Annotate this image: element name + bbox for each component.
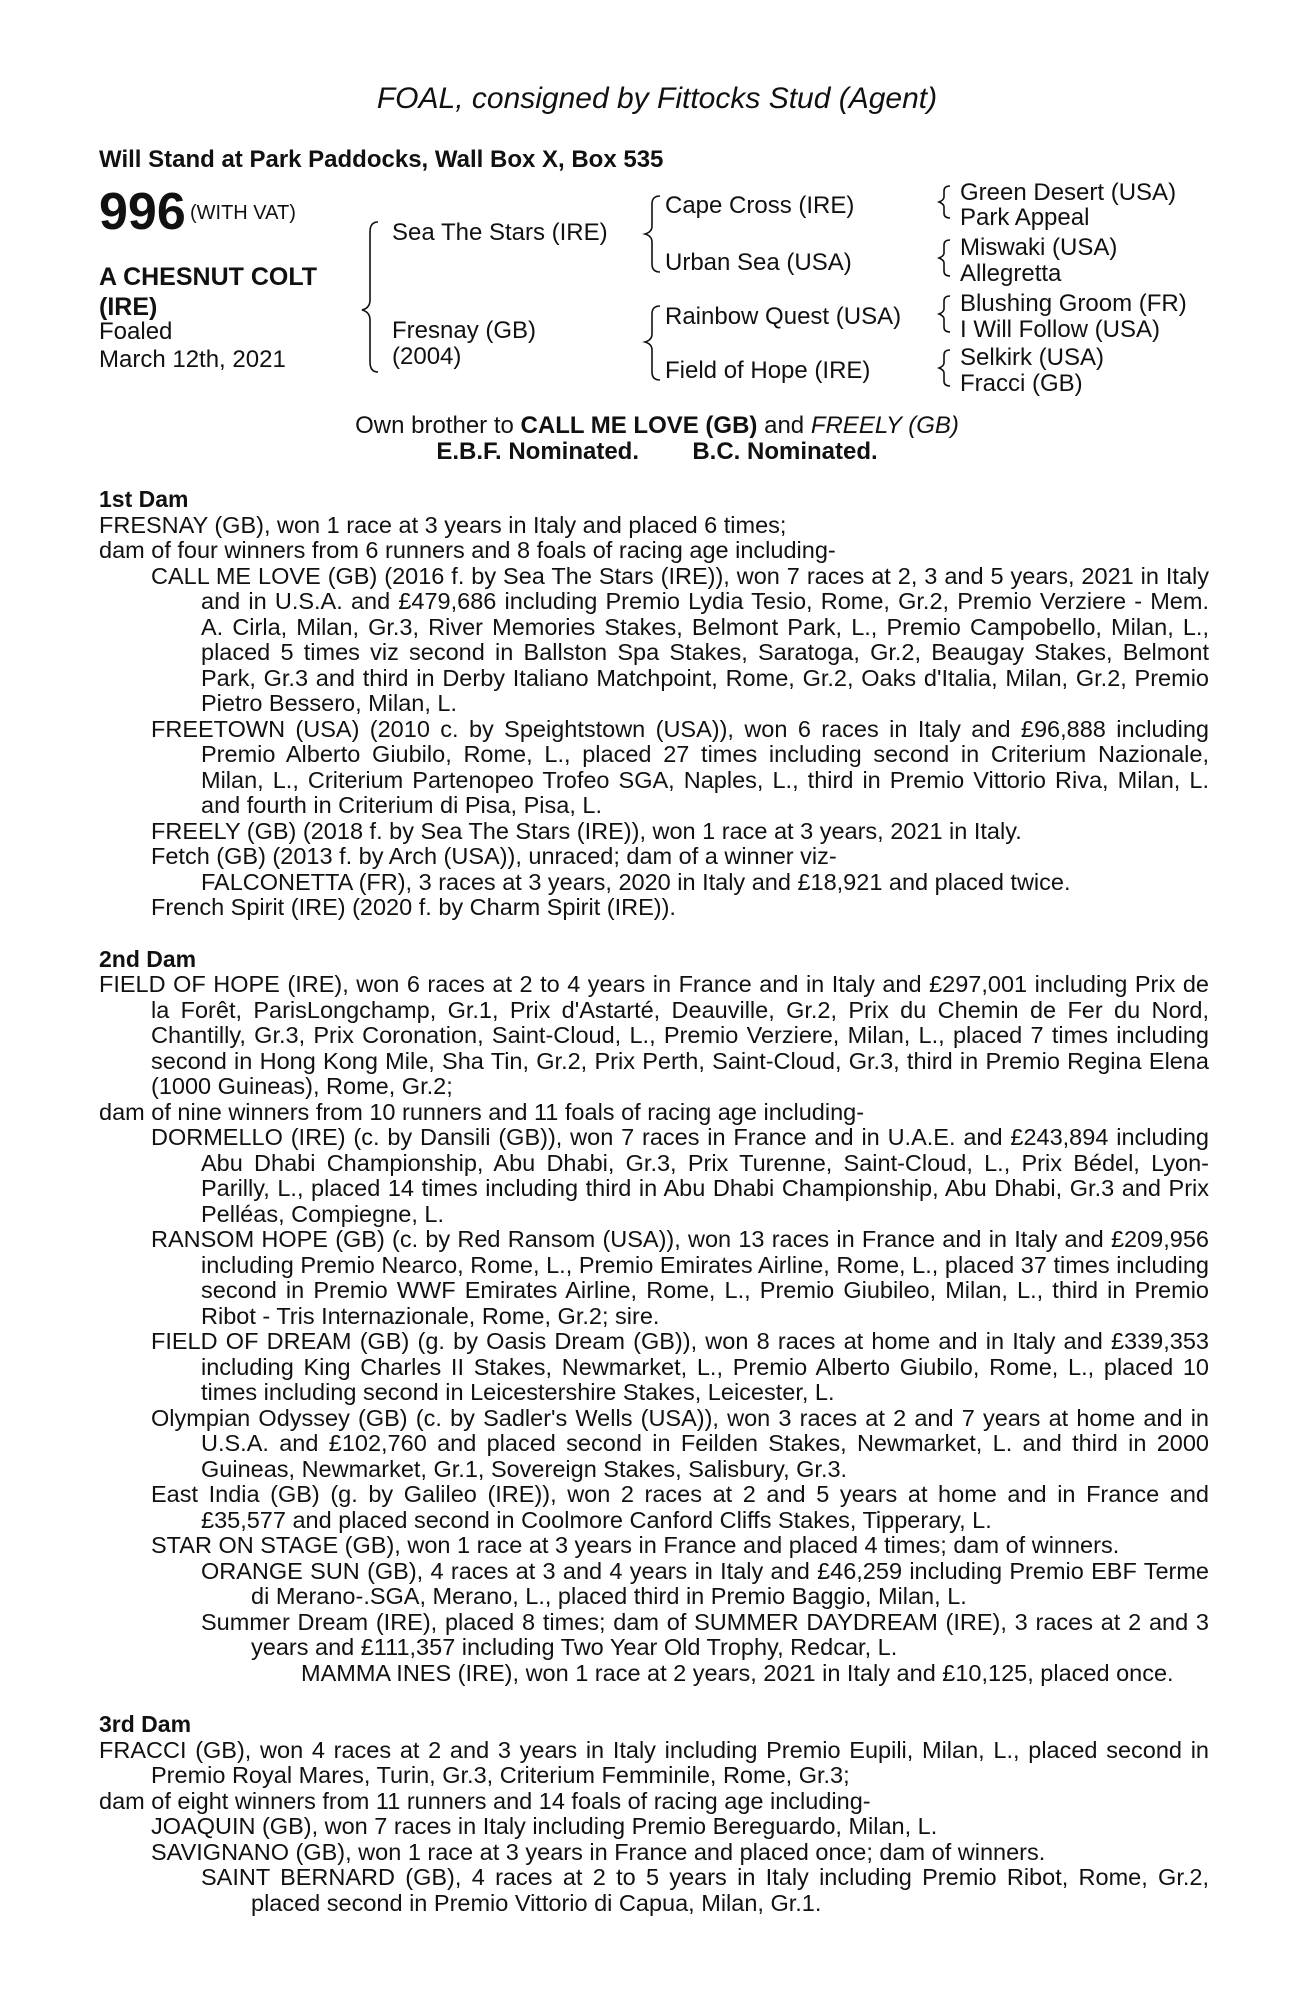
- vat-note: (WITH VAT): [190, 202, 296, 224]
- bc-nomination: B.C. Nominated.: [692, 438, 878, 465]
- horse-description-line1: A CHESNUT COLT: [99, 263, 318, 291]
- own-brother-note: [0, 412, 1314, 440]
- second-dam-line-11: MAMMA INES (IRE), won 1 race at 2 years, 2021 in Italy and £10,125, placed once.: [301, 1659, 1174, 1686]
- third-dam-line-1: FRACCI (GB), won 4 races at 2 and 3 years in Italy including Premio Eupili, Milan, L., placed second in Premio Royal Mares, Turin, Gr.3, Criterium Femminile, Rome, Gr.3;: [99, 1736, 1209, 1788]
- stand-location: Will Stand at Park Paddocks, Wall Box X, Box 535: [99, 146, 664, 173]
- dam-brace: [645, 306, 660, 380]
- own-brother-and: and: [757, 412, 811, 439]
- pedigree-dam: Fresnay (GB): [392, 317, 537, 344]
- dd-brace: [939, 350, 950, 386]
- second-dam-line-7: East India (GB) (g. by Galileo (IRE)), won 2 races at 2 and 5 years at home and in France and £35,577 and placed second in Coolmore Canford Cliffs Stakes, Tipperary, L.: [151, 1481, 1209, 1533]
- own-brother-prefix: Own brother to: [355, 412, 521, 439]
- third-dam-heading: 3rd Dam: [99, 1711, 192, 1737]
- first-dam-line-5: FREELY (GB) (2018 f. by Sea The Stars (IRE)), won 1 race at 3 years, 2021 in Italy.: [151, 817, 1022, 844]
- ds-brace: [939, 296, 950, 332]
- second-dam-line-10: Summer Dream (IRE), placed 8 times; dam of SUMMER DAYDREAM (IRE), 3 races at 2 and 3 years and £111,357 including Two Year Old Trophy, Redcar, L.: [201, 1608, 1209, 1660]
- own-brother-2: FREELY (GB): [810, 412, 959, 439]
- pedigree-dam-dam: Field of Hope (IRE): [665, 357, 871, 384]
- nominations: [0, 438, 1314, 466]
- third-dam-line-2: dam of eight winners from 11 runners and 14 foals of racing age including-: [99, 1787, 871, 1814]
- third-dam-line-3: JOAQUIN (GB), won 7 races in Italy including Premio Bereguardo, Milan, L.: [151, 1813, 938, 1839]
- pedigree-dsd: I Will Follow (USA): [960, 316, 1161, 343]
- horse-description-line2: (IRE): [99, 293, 158, 321]
- second-dam-line-2: dam of nine winners from 10 runners and 11 foals of racing age including-: [99, 1098, 865, 1125]
- pedigree-sss: Green Desert (USA): [960, 179, 1177, 206]
- third-dam-line-5: SAINT BERNARD (GB), 4 races at 2 to 5 years in Italy including Premio Ribot, Rome, Gr.2, placed second in Premio Vittorio di Capua, Milan, Gr.1.: [201, 1864, 1209, 1916]
- pedigree-sire-sire: Cape Cross (IRE): [665, 192, 855, 219]
- first-dam-line-6: Fetch (GB) (2013 f. by Arch (USA)), unraced; dam of a winner viz-: [151, 843, 837, 869]
- second-dam-line-3: DORMELLO (IRE) (c. by Dansili (GB)), won 7 races in France and in U.A.E. and £243,894 including Abu Dhabi Championship, Abu Dhabi, Gr.3, Prix Turenne, Saint-Cloud, L., Prix Bédel, Lyon-Parilly, L., placed 14 times including third in Abu Dhabi Championship, Abu Dhabi, Gr.3 and Prix Pelléas, Compiegne, L.: [151, 1124, 1209, 1227]
- pedigree-sds: Miswaki (USA): [960, 234, 1118, 261]
- second-dam-heading: 2nd Dam: [99, 945, 197, 972]
- third-dam-line-4: SAVIGNANO (GB), won 1 race at 3 years in France and placed once; dam of winners.: [151, 1838, 1046, 1865]
- second-dam-line-5: FIELD OF DREAM (GB) (g. by Oasis Dream (GB)), won 8 races at home and in Italy and £339,353 including King Charles II Stakes, Newmarket, L., Premio Alberto Giubilo, Rome, L., placed 10 times including second in Leicestershire Stakes, Leicester, L.: [151, 1328, 1209, 1405]
- second-dam-line-8: STAR ON STAGE (GB), won 1 race at 3 years in France and placed 4 times; dam of winners.: [151, 1532, 1120, 1558]
- first-dam-line-1: FRESNAY (GB), won 1 race at 3 years in Italy and placed 6 times;: [99, 511, 787, 538]
- ss-brace: [939, 186, 950, 218]
- own-brother-1: CALL ME LOVE (GB): [520, 412, 758, 439]
- sire-dam-brace: [362, 222, 378, 372]
- second-dam-line-9: ORANGE SUN (GB), 4 races at 3 and 4 years in Italy and £46,259 including Premio EBF Terme di Merano-.SGA, Merano, L., placed third in Premio Baggio, Milan, L.: [201, 1557, 1209, 1609]
- first-dam-line-7: FALCONETTA (FR), 3 races at 3 years, 2020 in Italy and £18,921 and placed twice.: [201, 868, 1071, 895]
- foaled-label: Foaled: [99, 318, 173, 345]
- pedigree-dss: Blushing Groom (FR): [960, 290, 1187, 317]
- second-dam-line-4: RANSOM HOPE (GB) (c. by Red Ransom (USA)), won 13 races in France and in Italy and £209,956 including Premio Nearco, Rome, L., Premio Emirates Airline, Rome, L., placed 37 times including second in Premio WWF Emirates Airline, Rome, L., Premio Giubileo, Milan, L., third in Premio Ribot - Tris Internazionale, Rome, Gr.2; sire.: [151, 1226, 1209, 1329]
- sire-brace: [645, 196, 660, 272]
- pedigree-dds: Selkirk (USA): [960, 344, 1105, 371]
- first-dam-line-2: dam of four winners from 6 runners and 8 foals of racing age including-: [99, 537, 836, 563]
- ebf-nomination: E.B.F. Nominated.: [436, 438, 639, 465]
- first-dam-heading: 1st Dam: [99, 486, 189, 512]
- pedigree-ddd: Fracci (GB): [960, 370, 1083, 397]
- pedigree-dam-year: (2004): [392, 343, 462, 370]
- dam-sections: [99, 487, 1209, 1916]
- first-dam-line-8: French Spirit (IRE) (2020 f. by Charm Spirit (IRE)).: [151, 894, 676, 920]
- sd-brace: [939, 240, 950, 276]
- first-dam-line-3: CALL ME LOVE (GB) (2016 f. by Sea The Stars (IRE)), won 7 races at 2, 3 and 5 years, 2021 in Italy and in U.S.A. and £479,686 including Premio Lydia Tesio, Rome, Gr.2, Premio Verziere - Mem. A. Cirla, Milan, Gr.3, River Memories Stakes, Belmont Park, L., Premio Campobello, Milan, L., placed 5 times viz second in Ballston Spa Stakes, Saratoga, Gr.2, Beaugay Stakes, Belmont Park, Gr.3 and third in Derby Italiano Matchpoint, Rome, Gr.2, Oaks d'Italia, Milan, Gr.2, Premio Pietro Bessero, Milan, L.: [151, 562, 1209, 716]
- pedigree-sire-dam: Urban Sea (USA): [665, 249, 852, 276]
- catalogue-title: FOAL, consigned by Fittocks Stud (Agent): [376, 82, 938, 115]
- pedigree-ssd: Park Appeal: [960, 204, 1090, 231]
- pedigree-sire: Sea The Stars (IRE): [392, 219, 608, 246]
- pedigree-braces: [0, 0, 1314, 420]
- foaled-date: March 12th, 2021: [99, 346, 286, 373]
- pedigree-sdd: Allegretta: [960, 260, 1062, 287]
- pedigree-dam-sire: Rainbow Quest (USA): [665, 303, 902, 330]
- second-dam-line-1: FIELD OF HOPE (IRE), won 6 races at 2 to 4 years in France and in Italy and £297,001 including Prix de la Forêt, ParisLongchamp, Gr.1, Prix d'Astarté, Deauville, Gr.2, Prix du Chemin de Fer du Nord, Chantilly, Gr.3, Prix Coronation, Saint-Cloud, L., Premio Verziere, Milan, L., placed 7 times including second in Hong Kong Mile, Sha Tin, Gr.2, Prix Perth, Saint-Cloud, Gr.3, third in Premio Regina Elena (1000 Guineas), Rome, Gr.2;: [99, 971, 1209, 1099]
- first-dam-line-4: FREETOWN (USA) (2010 c. by Speightstown (USA)), won 6 races in Italy and £96,888 including Premio Alberto Giubilo, Rome, L., placed 27 times including second in Criterium Nazionale, Milan, L., Criterium Partenopeo Trofeo SGA, Naples, L., third in Premio Vittorio Riva, Milan, L. and fourth in Criterium di Pisa, Pisa, L.: [151, 715, 1209, 818]
- lot-number: 996: [99, 183, 186, 241]
- second-dam-line-6: Olympian Odyssey (GB) (c. by Sadler's Wells (USA)), won 3 races at 2 and 7 years at home and in U.S.A. and £102,760 and placed second in Feilden Stakes, Newmarket, L. and third in 2000 Guineas, Newmarket, Gr.1, Sovereign Stakes, Salisbury, Gr.3.: [151, 1404, 1209, 1482]
